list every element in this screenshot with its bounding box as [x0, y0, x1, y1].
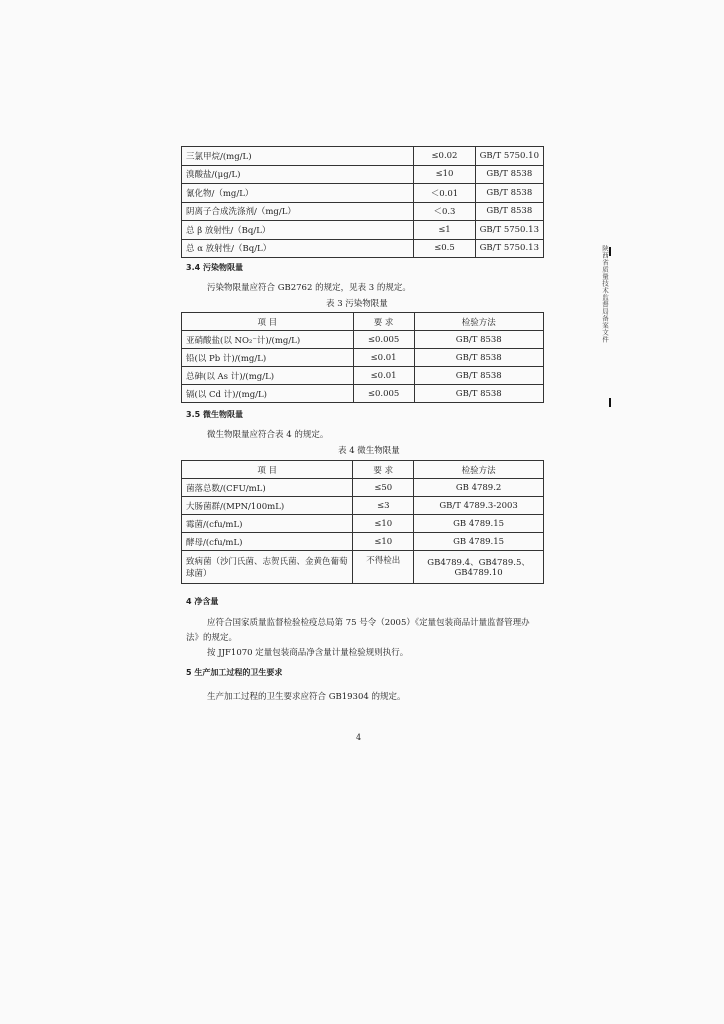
cell-requirement: ≤10 [353, 533, 414, 551]
table-row [182, 239, 544, 258]
cell-item-line1: 致病菌（沙门氏菌、志贺氏菌、金黄色葡萄 [186, 557, 348, 567]
table-header-row [182, 461, 544, 479]
cell-method: GB/T 8538 [414, 367, 544, 385]
table-row [182, 331, 544, 349]
cell-requirement: ≤50 [353, 479, 414, 497]
section-5-heading: 5 生产加工过程的卫生要求 [186, 668, 283, 677]
cell-item: 总 β 放射性/（Bq/L） [182, 221, 414, 240]
table-3-contaminants [181, 312, 544, 403]
table-row [182, 497, 544, 515]
cell-requirement: ＜0.01 [414, 184, 475, 203]
cell-method: GB/T 8538 [414, 385, 544, 403]
cell-requirement: 不得检出 [353, 551, 414, 584]
table-row [182, 551, 544, 584]
section-4-heading: 4 净含量 [186, 597, 219, 606]
cell-item: 铅(以 Pb 计)/(mg/L) [182, 349, 354, 367]
cell-item: 总 α 放射性/（Bq/L） [182, 239, 414, 258]
table-row [182, 349, 544, 367]
cell-requirement: ≤0.02 [414, 147, 475, 166]
table-row [182, 367, 544, 385]
cell-requirement: ≤3 [353, 497, 414, 515]
section-3-4-text: 污染物限量应符合 GB2762 的规定，见表 3 的规定。 [207, 283, 411, 293]
table-4-caption: 表 4 微生物限量 [338, 446, 400, 456]
cell-item [182, 551, 353, 584]
cell-method: GB/T 8538 [475, 202, 543, 221]
table-row [182, 385, 544, 403]
cell-method: GB 4789.2 [414, 479, 544, 497]
table-row [182, 515, 544, 533]
table-row [182, 184, 544, 203]
cell-requirement: ＜0.3 [414, 202, 475, 221]
cell-item: 溴酸盐/(μg/L) [182, 165, 414, 184]
section-4-line2: 法》的规定。 [186, 633, 238, 643]
cell-item: 菌落总数/(CFU/mL) [182, 479, 353, 497]
cell-requirement: ≤10 [414, 165, 475, 184]
cell-method: GB/T 5750.13 [475, 239, 543, 258]
cell-method: GB 4789.15 [414, 515, 544, 533]
section-5-text: 生产加工过程的卫生要求应符合 GB19304 的规定。 [207, 692, 406, 702]
table-row [182, 147, 544, 166]
table-row [182, 165, 544, 184]
cell-requirement: ≤10 [353, 515, 414, 533]
cell-item: 氰化物/（mg/L） [182, 184, 414, 203]
cell-method: GB/T 5750.10 [475, 147, 543, 166]
cell-method: GB/T 8538 [414, 331, 544, 349]
limits-table-continued [181, 146, 544, 258]
section-4-line3: 按 JJF1070 定量包装商品净含量计量检验规则执行。 [207, 648, 409, 658]
header-method: 检验方法 [414, 313, 544, 331]
cell-item-line2: 球菌） [186, 569, 212, 579]
cell-method: GB 4789.15 [414, 533, 544, 551]
table-row [182, 533, 544, 551]
header-method: 检验方法 [414, 461, 544, 479]
cell-method: GB/T 5750.13 [475, 221, 543, 240]
cell-method-line1: GB4789.4、GB4789.5、 [427, 558, 530, 568]
side-bar-bottom [609, 398, 611, 407]
cell-method [414, 551, 544, 584]
cell-method-line2: GB4789.10 [454, 568, 503, 578]
cell-item: 三氯甲烷/(mg/L) [182, 147, 414, 166]
header-requirement: 要 求 [353, 461, 414, 479]
table-row [182, 202, 544, 221]
table-header-row [182, 313, 544, 331]
side-stamp: 陕西省质量技术监督局备案文件 [601, 245, 609, 343]
cell-requirement: ≤1 [414, 221, 475, 240]
header-requirement: 要 求 [353, 313, 414, 331]
table-row [182, 221, 544, 240]
cell-method: GB/T 8538 [475, 165, 543, 184]
cell-requirement: ≤0.5 [414, 239, 475, 258]
cell-item: 阴离子合成洗涤剂/（mg/L） [182, 202, 414, 221]
section-3-4-heading: 3.4 污染物限量 [186, 263, 243, 272]
cell-method: GB/T 8538 [414, 349, 544, 367]
cell-item: 霉菌/(cfu/mL) [182, 515, 353, 533]
section-4-line1: 应符合国家质量监督检验检疫总局第 75 号令（2005）《定量包装商品计量监督管理办 [207, 618, 530, 628]
cell-method: GB/T 4789.3-2003 [414, 497, 544, 515]
cell-requirement: ≤0.01 [353, 367, 414, 385]
cell-item: 总砷(以 As 计)/(mg/L) [182, 367, 354, 385]
cell-item: 大肠菌群/(MPN/100mL) [182, 497, 353, 515]
table-4-microbes [181, 460, 544, 584]
section-3-5-heading: 3.5 微生物限量 [186, 410, 243, 419]
header-item: 项 目 [182, 313, 354, 331]
section-3-5-text: 微生物限量应符合表 4 的规定。 [207, 430, 329, 440]
cell-method: GB/T 8538 [475, 184, 543, 203]
header-item: 项 目 [182, 461, 353, 479]
cell-requirement: ≤0.005 [353, 331, 414, 349]
page-number: 4 [356, 733, 362, 742]
cell-item: 镉(以 Cd 计)/(mg/L) [182, 385, 354, 403]
cell-item: 亚硝酸盐(以 NO₂⁻计)/(mg/L) [182, 331, 354, 349]
cell-requirement: ≤0.005 [353, 385, 414, 403]
cell-requirement: ≤0.01 [353, 349, 414, 367]
table-row [182, 479, 544, 497]
cell-item: 酵母/(cfu/mL) [182, 533, 353, 551]
table-3-caption: 表 3 污染物限量 [326, 299, 388, 309]
